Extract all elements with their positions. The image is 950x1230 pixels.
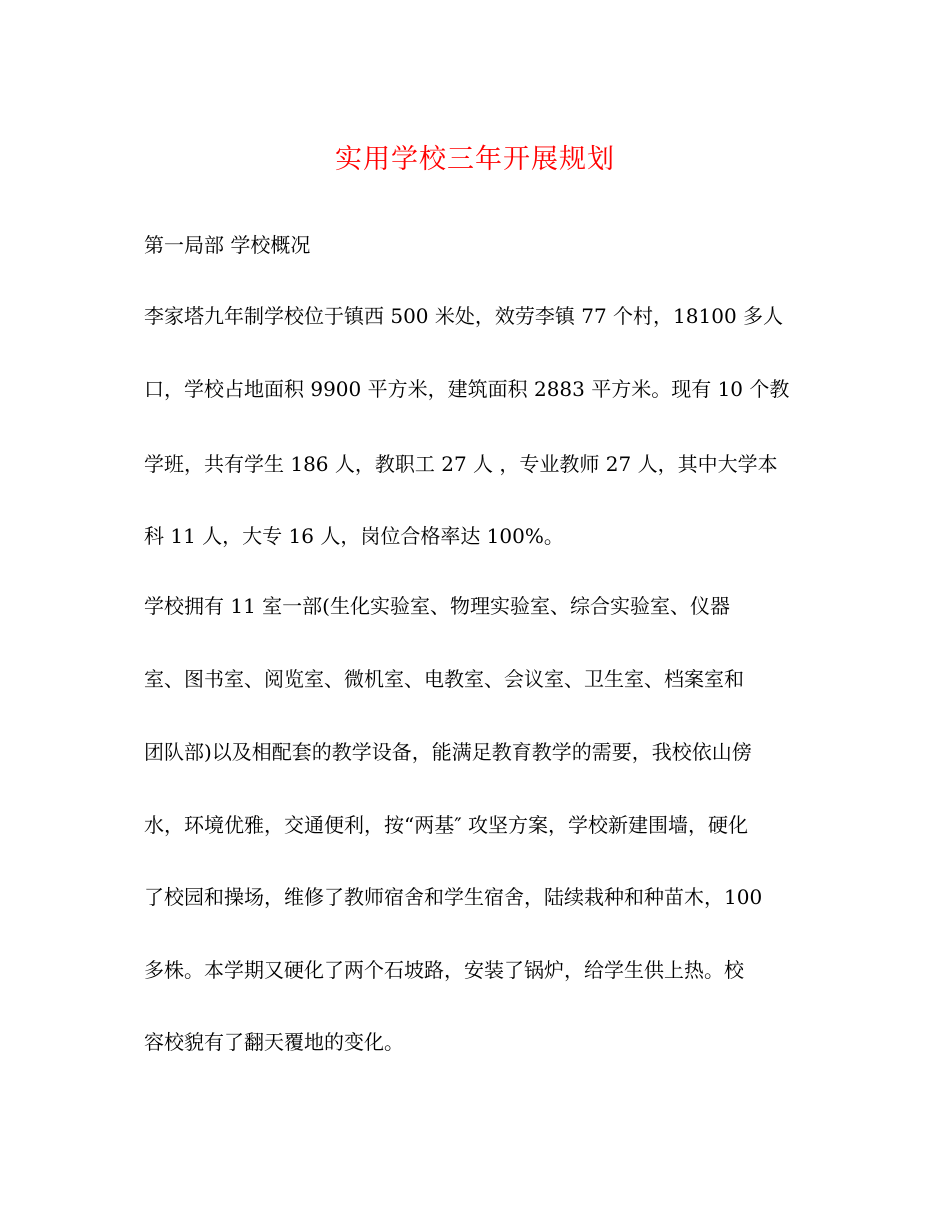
paragraph-1-line: 口，学校占地面积 9900 平方米，建筑面积 2883 平方米。现有 10 个教 — [144, 377, 790, 401]
paragraph-1-line: 李家塔九年制学校位于镇西 500 米处，效劳李镇 77 个村，18100 多人 — [144, 304, 784, 328]
paragraph-2-line: 室、图书室、阅览室、微机室、电教室、会议室、卫生室、档案室和 — [144, 667, 744, 691]
paragraph-2-line: 团队部)以及相配套的教学设备，能满足教育教学的需要，我校依山傍 — [144, 740, 752, 764]
paragraph-1-line: 科 11 人，大专 16 人，岗位合格率达 100%。 — [144, 524, 564, 548]
paragraph-2-line: 容校貌有了翻天覆地的变化。 — [144, 1030, 404, 1054]
section-heading: 第一局部 学校概况 — [144, 233, 311, 257]
document-title: 实用学校三年开展规划 — [335, 144, 615, 175]
paragraph-2-line: 了校园和操场，维修了教师宿舍和学生宿舍，陆续栽种和种苗木，100 — [144, 885, 763, 909]
paragraph-2-line: 水，环境优雅，交通便利，按“两基″ 攻坚方案，学校新建围墙，硬化 — [144, 813, 749, 837]
paragraph-1-line: 学班，共有学生 186 人，教职工 27 人 ，专业教师 27 人，其中大学本 — [144, 452, 778, 476]
paragraph-2-line: 多株。本学期又硬化了两个石坡路，安装了锅炉，给学生供上热。校 — [144, 958, 744, 982]
paragraph-2-line: 学校拥有 11 室一部(生化实验室、物理实验室、综合实验室、仪器 — [144, 594, 730, 618]
